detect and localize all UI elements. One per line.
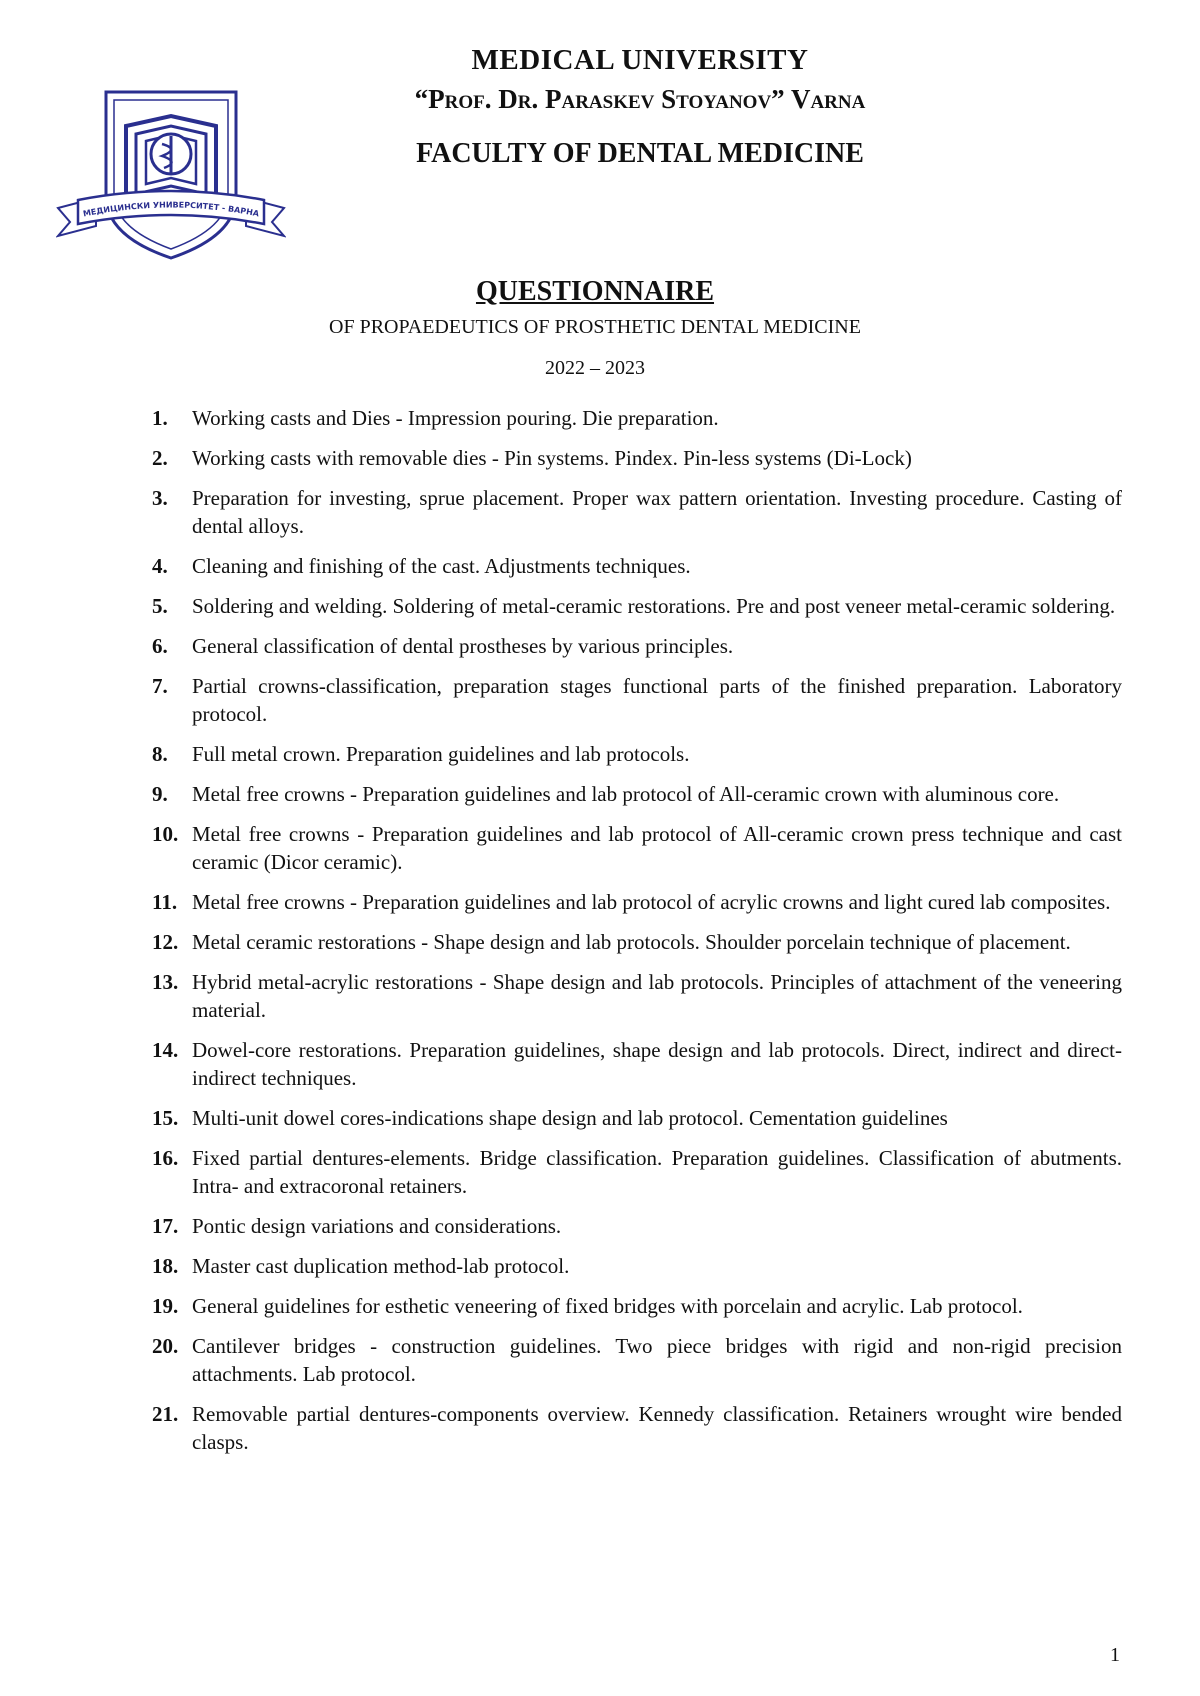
question-text: Working casts with removable dies - Pin systems. Pindex. Pin-less systems (Di-Lock)	[192, 446, 912, 470]
question-text: Removable partial dentures-components overview. Kennedy classification. Retainers wrought wire bended clasps.	[192, 1402, 1122, 1454]
question-item	[152, 1400, 1122, 1456]
question-number: 3.	[152, 486, 168, 510]
question-item	[152, 632, 1122, 660]
question-number: 8.	[152, 742, 168, 766]
question-text: Preparation for investing, sprue placement. Proper wax pattern orientation. Investing procedure. Casting of dental alloys.	[192, 486, 1122, 538]
question-item	[152, 552, 1122, 580]
question-number: 18.	[152, 1254, 179, 1278]
question-number: 13.	[152, 970, 179, 994]
question-text: General guidelines for esthetic veneering of fixed bridges with porcelain and acrylic. Lab protocol.	[192, 1294, 1023, 1318]
question-text: Metal free crowns - Preparation guidelines and lab protocol of All-ceramic crown press technique and cast ceramic (Dicor ceramic).	[192, 822, 1122, 874]
question-text: Pontic design variations and considerations.	[192, 1214, 562, 1238]
question-item	[152, 968, 1122, 1024]
question-item	[152, 820, 1122, 876]
question-item	[152, 928, 1122, 956]
question-number: 20.	[152, 1334, 179, 1358]
document-title: QUESTIONNAIRE	[475, 276, 715, 307]
question-text: Partial crowns-classification, preparation stages functional parts of the finished preparation. Laboratory protocol.	[192, 674, 1122, 726]
question-number: 7.	[152, 674, 168, 698]
question-number: 9.	[152, 782, 168, 806]
question-number: 4.	[152, 554, 168, 578]
question-list	[152, 404, 1122, 1468]
question-text: Metal ceramic restorations - Shape design and lab protocols. Shoulder porcelain technique of placement.	[192, 930, 1071, 954]
question-text: Soldering and welding. Soldering of metal-ceramic restorations. Pre and post veneer metal-ceramic soldering.	[192, 594, 1116, 618]
question-item	[152, 1104, 1122, 1132]
question-item	[152, 404, 1122, 432]
page-number: 1	[1110, 1644, 1120, 1666]
university-logo	[56, 86, 286, 262]
faculty-name: FACULTY OF DENTAL MEDICINE	[416, 138, 864, 169]
question-number: 5.	[152, 594, 168, 618]
university-name: MEDICAL UNIVERSITY	[471, 44, 809, 76]
question-text: Master cast duplication method-lab protocol.	[192, 1254, 570, 1278]
question-item	[152, 1212, 1122, 1240]
question-number: 11.	[152, 890, 178, 914]
question-number: 1.	[152, 406, 168, 430]
question-text: Dowel-core restorations. Preparation guidelines, shape design and lab protocols. Direct, indirect and direct-indirect techniques.	[192, 1038, 1122, 1090]
question-text: General classification of dental prostheses by various principles.	[192, 634, 734, 658]
question-item	[152, 1252, 1122, 1280]
question-item	[152, 1036, 1122, 1092]
question-text: Working casts and Dies - Impression pouring. Die preparation.	[192, 406, 719, 430]
question-number: 2.	[152, 446, 168, 470]
question-item	[152, 444, 1122, 472]
question-item	[152, 888, 1122, 916]
question-item	[152, 1332, 1122, 1388]
question-number: 6.	[152, 634, 168, 658]
question-item	[152, 592, 1122, 620]
question-text: Cantilever bridges - construction guidelines. Two piece bridges with rigid and non-rigid precision attachments. Lab protocol.	[192, 1334, 1122, 1386]
question-number: 21.	[152, 1402, 179, 1426]
question-item	[152, 484, 1122, 540]
question-text: Metal free crowns - Preparation guidelines and lab protocol of All-ceramic crown with aluminous core.	[192, 782, 1060, 806]
question-number: 15.	[152, 1106, 179, 1130]
question-number: 17.	[152, 1214, 179, 1238]
question-item	[152, 1144, 1122, 1200]
question-text: Full metal crown. Preparation guidelines and lab protocols.	[192, 742, 690, 766]
question-item	[152, 780, 1122, 808]
svg-text:МЕДИЦИНСКИ УНИВЕРСИТЕТ - ВАРНА: МЕДИЦИНСКИ УНИВЕРСИТЕТ - ВАРНА	[82, 200, 260, 219]
question-text: Hybrid metal-acrylic restorations - Shape design and lab protocols. Principles of attachment of the veneering material.	[192, 970, 1122, 1022]
question-number: 14.	[152, 1038, 179, 1062]
question-number: 10.	[152, 822, 179, 846]
university-subtitle: “Prof. Dr. Paraskev Stoyanov” Varna	[414, 84, 866, 114]
question-text: Multi-unit dowel cores-indications shape design and lab protocol. Cementation guidelines	[192, 1106, 948, 1130]
question-item	[152, 740, 1122, 768]
question-text: Cleaning and finishing of the cast. Adjustments techniques.	[192, 554, 691, 578]
question-item	[152, 1292, 1122, 1320]
question-text: Fixed partial dentures-elements. Bridge classification. Preparation guidelines. Classification of abutments. Intra- and extracoronal retainers.	[192, 1146, 1122, 1198]
question-item	[152, 672, 1122, 728]
question-number: 16.	[152, 1146, 179, 1170]
question-text: Metal free crowns - Preparation guidelines and lab protocol of acrylic crowns and light cured lab composites.	[192, 890, 1111, 914]
question-number: 19.	[152, 1294, 179, 1318]
question-number: 12.	[152, 930, 179, 954]
document-subtitle: OF PROPAEDEUTICS OF PROSTHETIC DENTAL MEDICINE	[329, 316, 861, 338]
academic-year: 2022 – 2023	[545, 357, 645, 379]
